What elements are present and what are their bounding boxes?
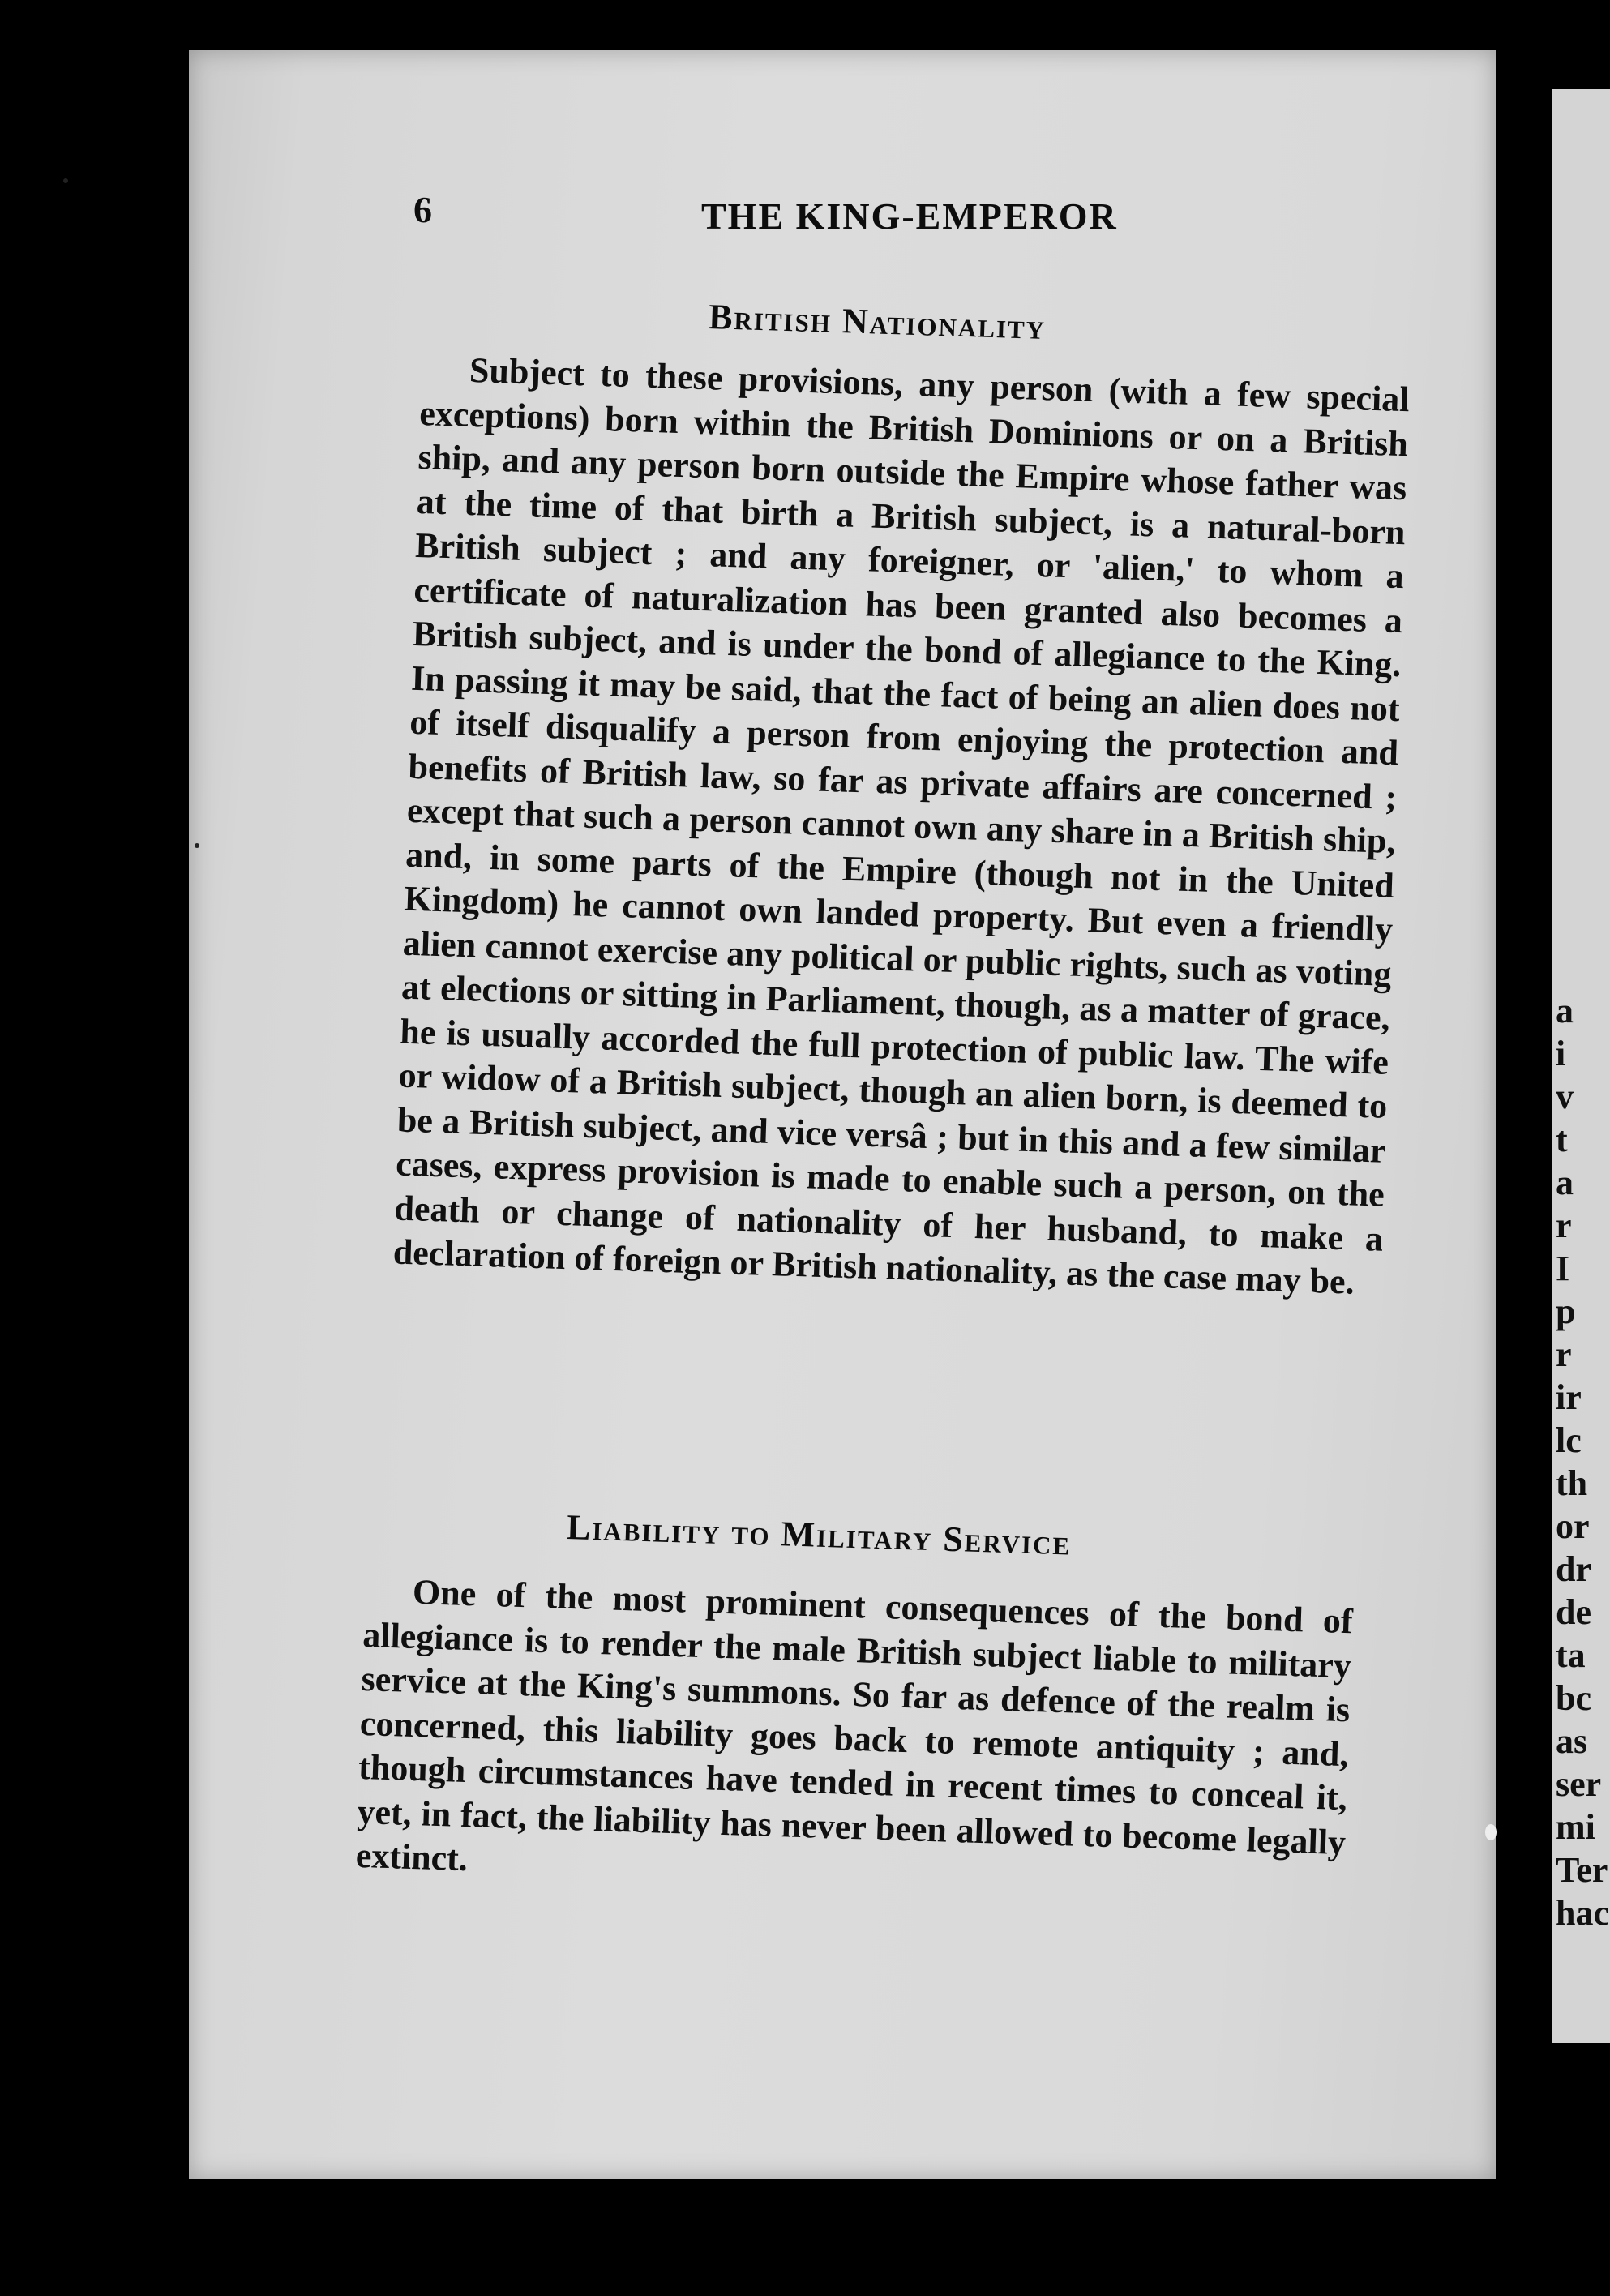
facing-page-fragment: Ter	[1556, 1850, 1608, 1890]
facing-page-fragment: a	[1556, 991, 1574, 1030]
scan-speck	[195, 843, 199, 848]
facing-page-fragment: or	[1556, 1506, 1590, 1546]
facing-page-fragment: ser	[1556, 1764, 1602, 1804]
facing-page-edge	[1552, 89, 1610, 2043]
scan-speck	[1485, 1824, 1497, 1840]
page-number: 6	[413, 189, 432, 230]
facing-page-fragment: r	[1556, 1334, 1572, 1374]
facing-page-fragment: p	[1556, 1292, 1576, 1331]
paragraph-military-service: One of the most prominent consequences of the bond of allegiance is to render the male British subject liable to military service at the King's summons. So far as defence of the realm is concerned, this liability goes back to remote antiquity ; and, though circumstances have tended in recent times to conceal it, yet, in fact, the liability has never been allowed to become legally extinct.	[355, 1571, 1354, 1879]
facing-page-fragment: mi	[1556, 1807, 1595, 1847]
facing-page-fragment: lc	[1556, 1420, 1582, 1460]
facing-page-text	[1552, 89, 1610, 1934]
facing-page-fragment: r	[1556, 1206, 1572, 1245]
facing-page-fragment: v	[1556, 1077, 1574, 1116]
facing-page-fragment: th	[1556, 1463, 1588, 1503]
facing-page-fragment: hac	[1556, 1893, 1609, 1933]
facing-page-fragment: as	[1556, 1721, 1588, 1761]
facing-page-fragment: ir	[1556, 1377, 1582, 1417]
facing-page-fragment: a	[1556, 1163, 1574, 1202]
paragraph-british-nationality: Subject to these provisions, any person (with a few special exceptions) born within the British Dominions or on a British ship, and any person born outside the Empire whose father was at the time of that birth a British subject, is a natural-born British subject ; and any foreigner, or 'alien,' to whom a certificate of naturalization has been granted also becomes a British subject, and is under the bond of allegiance to the King. In passing it may be said, that the fact of being an alien does not of itself disqualify a person from enjoying the protection and benefits of British law, so far as private affairs are concerned ; except that such a person cannot own any share in a British ship, and, in some parts of the Empire (though not in the United Kingdom) he cannot own landed property. But even a friendly alien cannot exercise any political or public rights, such as voting at elections or sitting in Parliament, though, as a matter of grace, he is usually accorded the full protection of public law. The wife or widow of a British subject, though an alien born, is deemed to be a British subject, and vice versâ ; but in this and a few similar cases, express provision is made to enable such a person, on the death or change of nationality of her husband, to make a declaration of foreign or British nationality, as the case may be.	[392, 349, 1411, 1302]
facing-page-fragment: I	[1556, 1249, 1570, 1288]
facing-page-fragment: dr	[1556, 1549, 1591, 1589]
section-heading-british-nationality: British Nationality	[708, 296, 1047, 348]
page-gutter	[1496, 89, 1528, 2218]
scan-speck	[63, 178, 68, 183]
facing-page-fragment: ta	[1556, 1635, 1586, 1675]
facing-page-fragment: bc	[1556, 1678, 1591, 1718]
facing-page-fragment: i	[1556, 1034, 1566, 1073]
facing-page-fragment: t	[1556, 1120, 1568, 1159]
section-heading-military-service: Liability to Military Service	[566, 1506, 1072, 1563]
facing-page-fragment: de	[1556, 1592, 1591, 1632]
running-title: THE KING-EMPEROR	[701, 195, 1118, 237]
